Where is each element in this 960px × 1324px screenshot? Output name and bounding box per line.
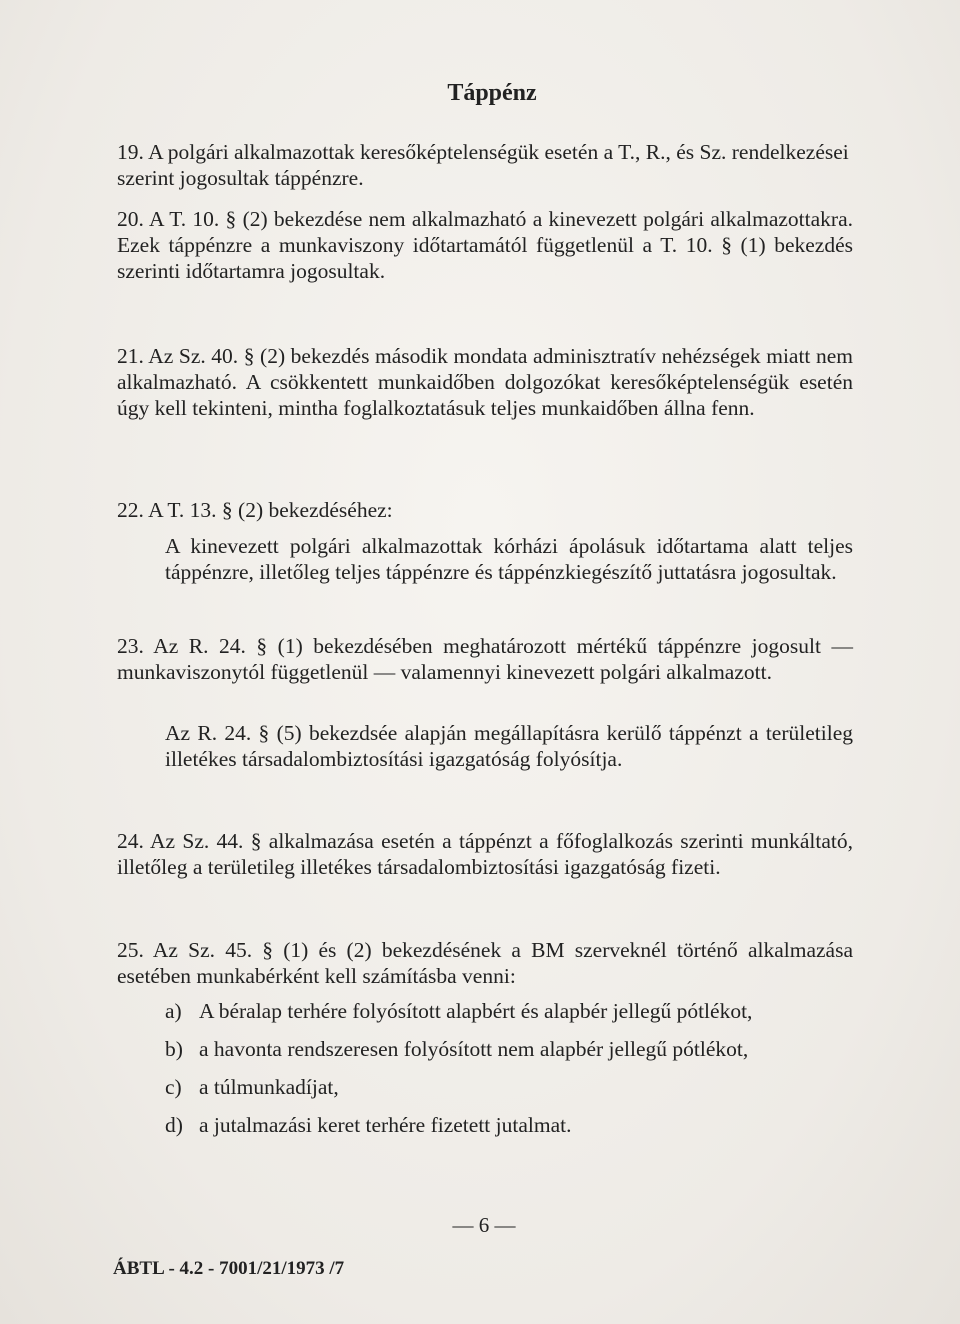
list-item-label: d) <box>165 1113 183 1137</box>
text-block <box>165 720 853 772</box>
paragraph-24: 24. Az Sz. 44. § alkalmazása esetén a táppénzt a főfoglalkozás szerinti munkáltató, illetőleg a területileg illetékes társadalombiztosítási igazgatóság fizeti. <box>117 829 853 879</box>
list-item <box>165 1036 853 1062</box>
list-item-text: a túlmunkadíjat, <box>199 1075 339 1099</box>
paragraph-23: 23. Az R. 24. § (1) bekezdésében meghatározott mértékű táppénzre jogosult — munkaviszonytól függetlenül — valamennyi kinevezett polgári alkalmazott. <box>117 634 853 684</box>
paragraph-20: 20. A T. 10. § (2) bekezdése nem alkalmazható a kinevezett polgári alkalmazottakra. Ezek táppénzre a munkaviszony időtartamától függetlenül a T. 10. § (1) bekezdés szerinti időtartamra jogosultak. <box>117 207 853 283</box>
paragraph-22-body: A kinevezett polgári alkalmazottak kórházi ápolásuk időtartama alatt teljes táppénzre, illetőleg teljes táppénzre és táppénzkiegészítő juttatásra jogosultak. <box>165 534 853 584</box>
page-title: Táppénz <box>447 80 537 106</box>
enumerated-list <box>165 998 853 1138</box>
text-block <box>117 206 853 284</box>
list-item-label: b) <box>165 1037 183 1061</box>
paragraph-19: 19. A polgári alkalmazottak keresőképtelenségük esetén a T., R., és Sz. rendelkezései szerint jogosultak táppénzre. <box>117 140 849 190</box>
list-item <box>165 998 853 1024</box>
text-block <box>117 139 853 191</box>
text-block <box>165 533 853 585</box>
text-block <box>117 633 853 685</box>
list-item-label: a) <box>165 999 182 1023</box>
list-item <box>165 1074 853 1100</box>
paragraph-23-second: Az R. 24. § (5) bekezdsée alapján megállapításra kerülő táppénzt a területileg illetékes társadalombiztosítási igazgatóság folyósítja. <box>165 721 853 771</box>
paragraph-25: 25. Az Sz. 45. § (1) és (2) bekezdésének a BM szerveknél történő alkalmazása esetében munkabérként kell számításba venni: <box>117 938 853 988</box>
page-number: — 6 — <box>452 1213 516 1237</box>
text-block <box>117 343 853 421</box>
paragraph-21: 21. Az Sz. 40. § (2) bekezdés második mondata adminisztratív nehézségek miatt nem alkalmazható. A csökkentett munkaidőben dolgozókat keresőképtelenségük esetén úgy kell tekinteni, mintha foglalkoztatásuk teljes munkaidőben állna fenn. <box>117 344 853 420</box>
paragraph-22-heading: 22. A T. 13. § (2) bekezdéséhez: <box>117 498 393 522</box>
text-block <box>117 497 853 523</box>
list-item-text: A béralap terhére folyósított alapbért és alapbér jellegű pótlékot, <box>199 999 753 1023</box>
archive-reference: ÁBTL - 4.2 - 7001/21/1973 /7 <box>113 1258 345 1279</box>
list-item-text: a havonta rendszeresen folyósított nem alapbér jellegű pótlékot, <box>199 1037 749 1061</box>
text-block <box>117 828 853 880</box>
list-item-label: c) <box>165 1075 182 1099</box>
list-item-text: a jutalmazási keret terhére fizetett jutalmat. <box>199 1113 572 1137</box>
list-item <box>165 1112 853 1138</box>
text-block <box>117 937 853 989</box>
